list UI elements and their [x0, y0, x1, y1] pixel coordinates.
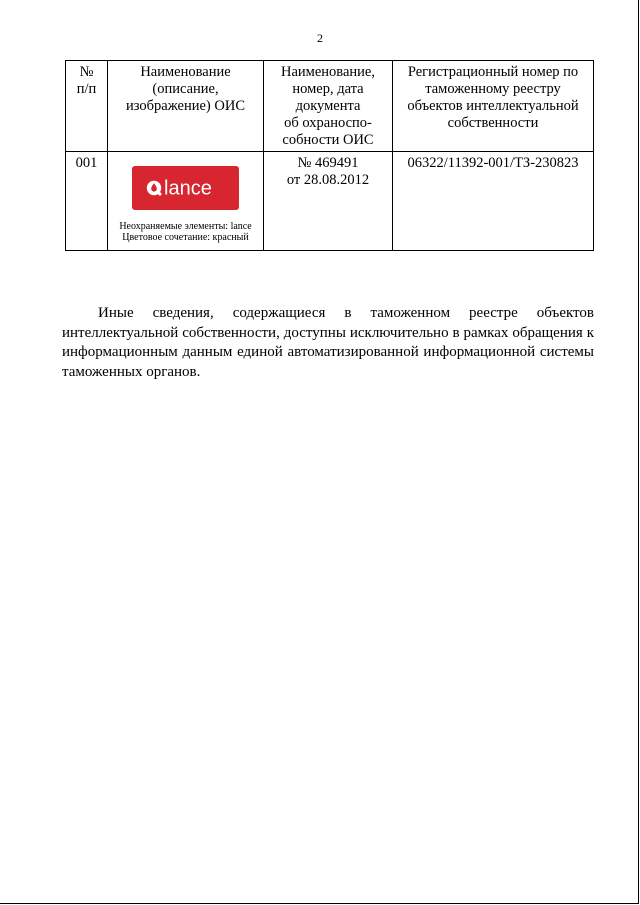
table-header-row	[66, 61, 594, 152]
header-number: № п/п	[66, 61, 108, 152]
logo-caption	[111, 221, 260, 243]
caption-color-combination: Цветовое сочетание: красный	[122, 232, 249, 243]
register-table	[65, 60, 594, 251]
lance-logo	[132, 166, 239, 210]
header-registration-number: Регистрационный номер по таможенному реестру объектов интеллектуальной собственности	[393, 61, 594, 152]
row-number: 001	[66, 152, 108, 251]
registration-number: 06322/11392-001/ТЗ-230823	[393, 152, 594, 251]
table-row	[66, 152, 594, 251]
logo-text: lance	[163, 177, 212, 200]
q-drop-logo-icon	[145, 175, 227, 201]
object-image-cell	[108, 152, 264, 251]
info-paragraph: Иные сведения, содержащиеся в таможенном реестре объектов интеллектуальной собственности, доступны исключительно в рамках обращения к информационным данным единой автоматизированной информационной системы таможенных органов.	[62, 305, 594, 380]
header-object-name: Наименование (описание, изображение) ОИС	[108, 61, 264, 152]
header-document: Наименование, номер, дата документа об охраноспо- собности ОИС	[264, 61, 393, 152]
page-number: 2	[317, 31, 323, 45]
caption-unprotected-elements: Неохраняемые элементы: lance	[119, 221, 252, 232]
document-info: № 469491 от 28.08.2012	[264, 152, 393, 251]
